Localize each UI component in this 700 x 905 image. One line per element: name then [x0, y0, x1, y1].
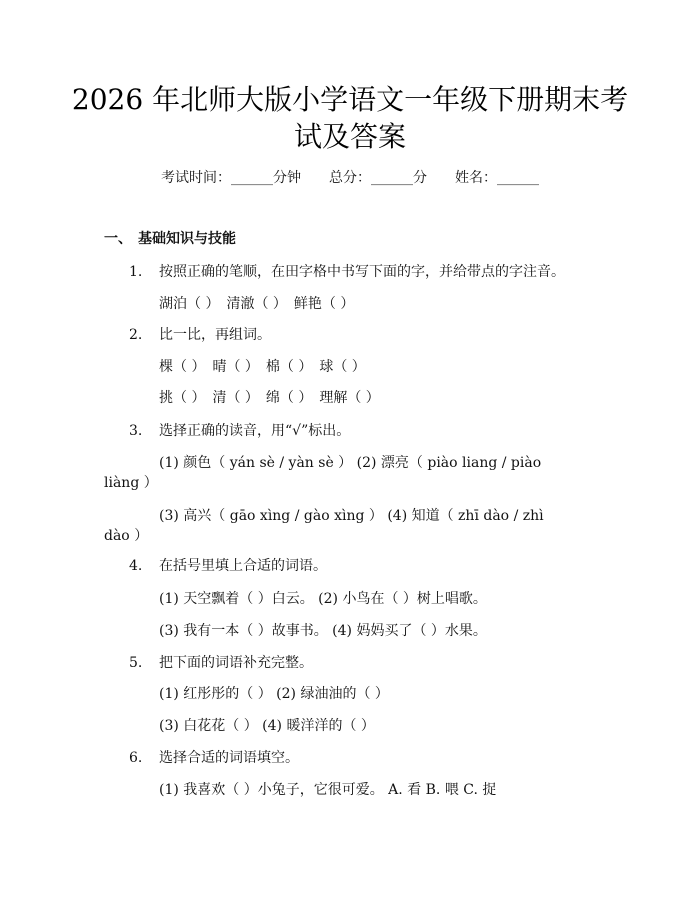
- question-number: 6.: [129, 750, 143, 766]
- exam-meta: 考试时间：______分钟 总分：______分 姓名：______: [161, 170, 539, 186]
- section-number: 一、: [104, 231, 132, 247]
- question-line: (1) 红彤彤的（ ） (2) 绿油油的（ ）: [159, 686, 389, 702]
- question-number: 1.: [129, 264, 143, 280]
- question-line: (3) 我有一本（ ）故事书。 (4) 妈妈买了（ ）水果。: [159, 623, 487, 639]
- question-line: (3) 白花花（ ） (4) 暖洋洋的（ ）: [159, 718, 375, 734]
- question-line: (1) 颜色（ yán sè / yàn sè ） (2) 漂亮（ piào liang / piào: [159, 455, 542, 471]
- question-number: 3.: [129, 423, 143, 439]
- question-line: 挑（ ） 清（ ） 绵（ ） 理解（ ）: [159, 390, 380, 406]
- question-line: (1) 我喜欢（ ）小兔子，它很可爱。 A. 看 B. 喂 C. 捉: [159, 782, 497, 798]
- question-number: 4.: [129, 558, 143, 574]
- question-text: 在括号里填上合适的词语。: [159, 558, 327, 574]
- question-text: 比一比，再组词。: [159, 327, 271, 343]
- question-text: 选择正确的读音，用“√”标出。: [159, 423, 351, 439]
- question-text: 把下面的词语补充完整。: [159, 655, 313, 671]
- section-label: 基础知识与技能: [138, 231, 236, 247]
- question-line: (1) 天空飘着（ ）白云。 (2) 小鸟在（ ）树上唱歌。: [159, 591, 487, 607]
- question-line: liàng ）: [104, 475, 158, 491]
- question-text: 选择合适的词语填空。: [159, 750, 299, 766]
- question-line: 湖泊（ ） 清澈（ ） 鲜艳（ ）: [159, 296, 355, 312]
- question-line: (3) 高兴（ gāo xìng / gào xìng ） (4) 知道（ zhī dào / zhì: [159, 508, 544, 524]
- question-line: 棵（ ） 晴（ ） 棉（ ） 球（ ）: [159, 359, 366, 375]
- doc-title-line1: 2026 年北师大版小学语文一年级下册期末考: [71, 83, 629, 116]
- question-number: 5.: [129, 655, 143, 671]
- question-text: 按照正确的笔顺，在田字格中书写下面的字，并给带点的字注音。: [159, 264, 565, 280]
- doc-title-line2: 试及答案: [293, 120, 406, 153]
- section-heading: [104, 229, 236, 249]
- question-line: dào ）: [104, 528, 149, 544]
- question-number: 2.: [129, 327, 143, 343]
